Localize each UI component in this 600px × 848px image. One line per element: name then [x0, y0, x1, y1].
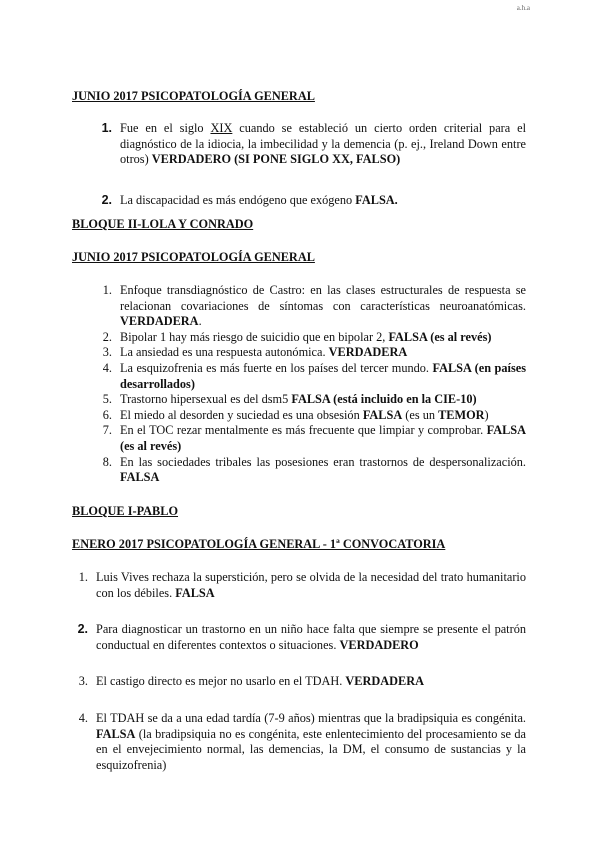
answer: VERDADERA: [120, 314, 199, 329]
section-title-junio-2017: JUNIO 2017 PSICOPATOLOGÍA GENERAL: [72, 89, 315, 103]
answer: FALSA: [362, 407, 403, 422]
bloque-i-title: BLOQUE I-PABLO: [72, 504, 179, 518]
answer: VERDADERO (SI PONE SIGLO XX, FALSO): [151, 152, 401, 167]
question-item: 2. La discapacidad es más endógeno que exógeno FALSA.: [94, 193, 526, 209]
answer: FALSA (es al revés): [120, 423, 526, 453]
section-title-junio-2017-b: JUNIO 2017 PSICOPATOLOGÍA GENERAL: [72, 250, 315, 264]
answer: VERDADERA: [345, 674, 424, 689]
question-item: 3. El castigo directo es mejor no usarlo en el TDAH. VERDADERA: [78, 674, 424, 689]
question-item: 6. El miedo al desorden y suciedad es una obsesión FALSA (es un TEMOR): [102, 407, 489, 422]
question-list-junio-2: [94, 283, 526, 486]
answer: FALSA (está incluido en la CIE-10): [291, 392, 477, 407]
question-item: 1. Luis Vives rechaza la superstición, pero se olvida de la necesidad del trato humanitario con los débiles. FALSA: [78, 570, 526, 600]
question-item: 3. La ansiedad es una respuesta autonómica. VERDADERA: [102, 345, 408, 360]
bloque-ii-title: BLOQUE II-LOLA Y CONRADO: [72, 217, 254, 231]
answer: FALSA (es al revés): [388, 329, 492, 344]
question-item: 7. En el TOC rezar mentalmente es más frecuente que limpiar y comprobar. FALSA (es al revés): [102, 423, 526, 453]
section-title-enero-2017: ENERO 2017 PSICOPATOLOGÍA GENERAL - 1ª CONVOCATORIA: [72, 537, 446, 551]
answer: FALSA.: [355, 192, 398, 207]
answer: FALSA: [175, 585, 215, 600]
question-item: 1. Fue en el siglo XIX cuando se estableció un cierto orden criterial para el diagnóstico de la idiocia, la imbecilidad y la demencia (p. ej., Ireland Down entre otros) VERDADERO (SI PONE SIGLO XX, FALSO): [94, 121, 526, 168]
question-item: 1. Enfoque transdiagnóstico de Castro: en las clases estructurales de respuesta se relacionan covariaciones de síntomas con características neuroanatómicas. VERDADERA.: [102, 283, 526, 329]
answer: VERDADERO: [339, 637, 419, 652]
answer: FALSA: [96, 726, 136, 741]
question-number: 2.: [101, 192, 112, 207]
question-list-enero: [70, 570, 526, 773]
corner-mark: a.h.a: [516, 4, 530, 12]
question-item: 4. El TDAH se da a una edad tardía (7-9 años) mientras que la bradipsiquia es congénita. FALSA (la bradipsiquia no es congénita, este enlentecimiento del procesamiento se da en el envejecimiento normal, las demencias, la DM, el consumo de sustancias y la esquizofrenia): [78, 710, 526, 772]
question-item: 5. Trastorno hipersexual es del dsm5 FALSA (está incluido en la CIE-10): [102, 392, 477, 407]
answer: VERDADERA: [328, 345, 408, 360]
question-list-junio-1: [94, 121, 526, 208]
question-item: 2. Para diagnosticar un trastorno en un niño hace falta que siempre se presente el patrón conductual en diferentes contextos o situaciones. VERDADERO: [77, 622, 526, 652]
question-item: 2. Bipolar 1 hay más riesgo de suicidio que en bipolar 2, FALSA (es al revés): [102, 329, 492, 344]
question-item: 4. La esquizofrenia es más fuerte en los países del tercer mundo. FALSA (en países desarrollados): [102, 360, 526, 391]
answer: FALSA: [120, 470, 160, 485]
answer: FALSA (en países desarrollados): [120, 360, 526, 391]
question-item: 8. En las sociedades tribales las posesiones eran trastornos de despersonalización. FALSA: [102, 454, 526, 485]
question-number: 1.: [101, 121, 112, 135]
